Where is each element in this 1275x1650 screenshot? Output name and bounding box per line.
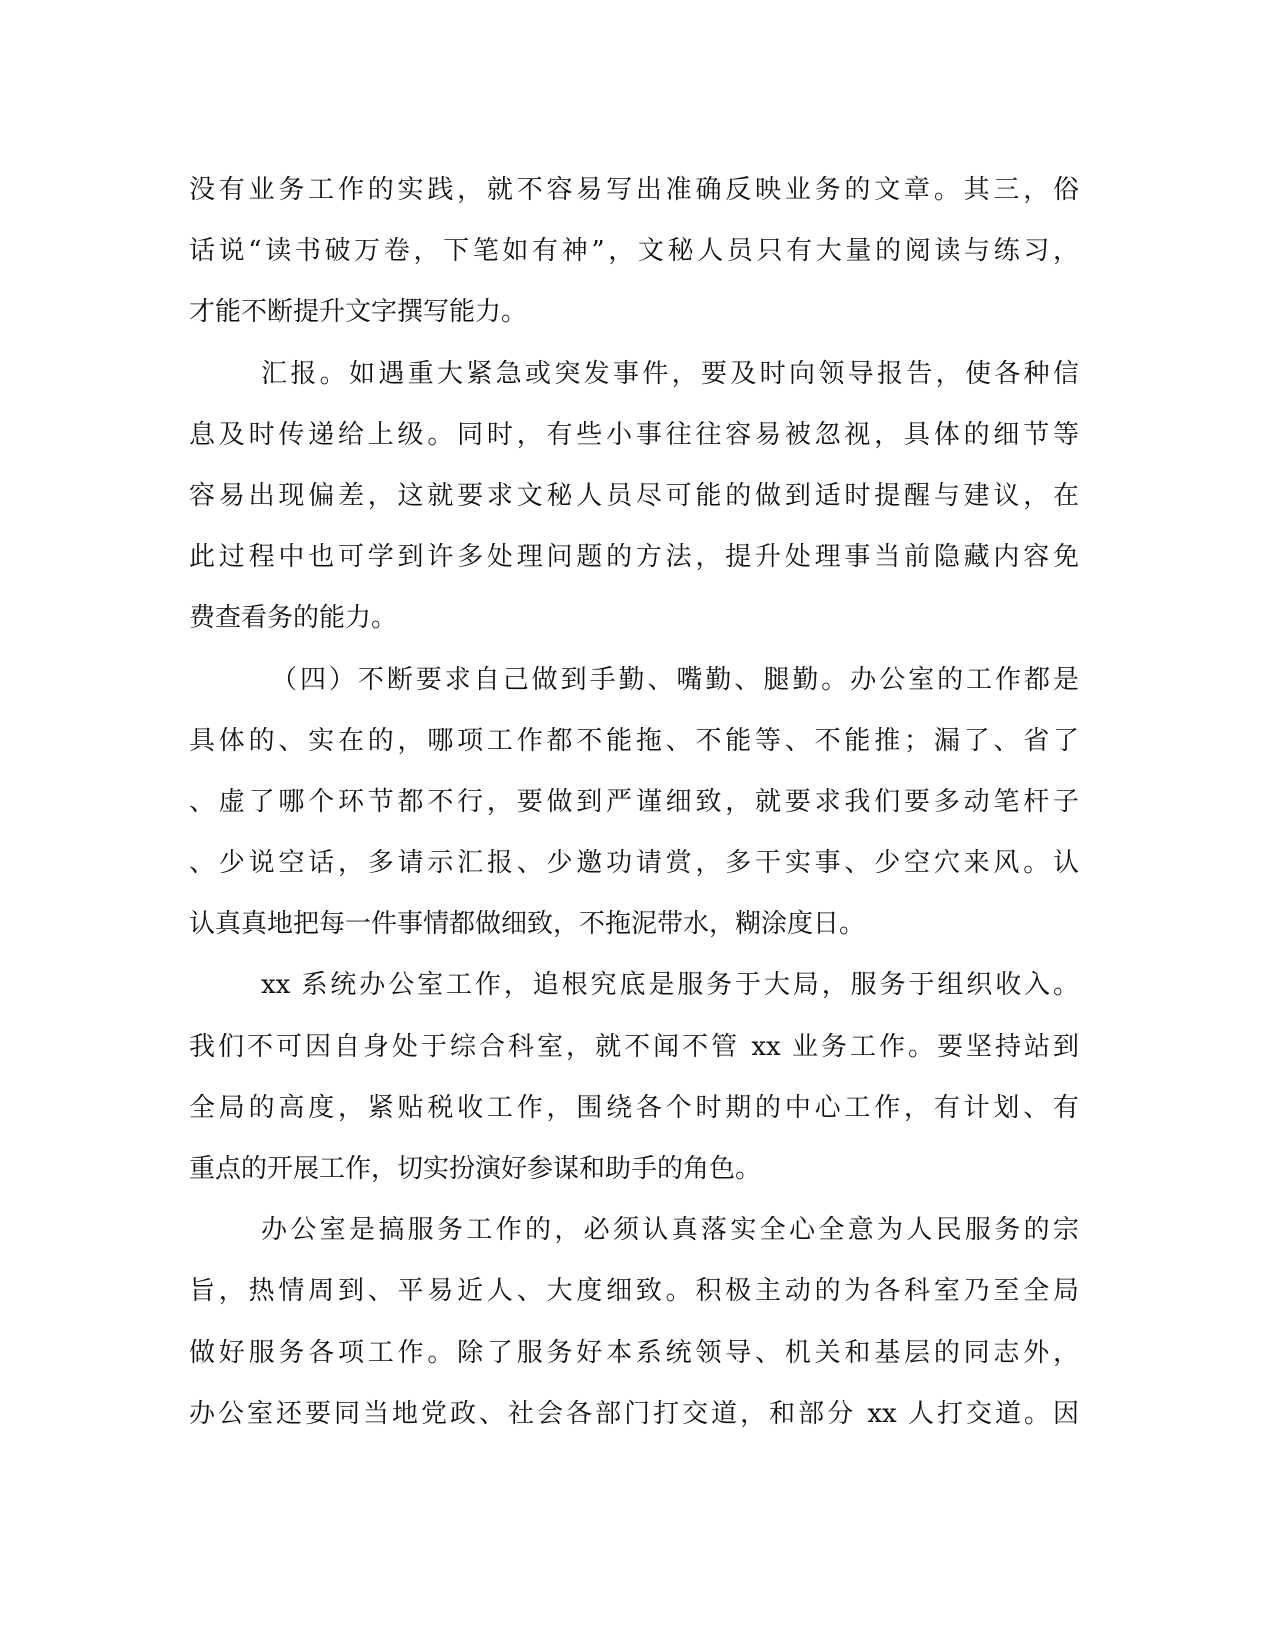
text-line: 才能不断提升文字撰写能力。: [189, 297, 528, 328]
text-line: 没有业务工作的实践，就不容易写出准确反映业务的文章。其三，俗: [189, 175, 1079, 205]
text-line: 此过程中也可学到许多处理问题的方法，提升处理事当前隐藏内容免: [189, 542, 1079, 573]
paragraph-1: [189, 160, 1079, 344]
text-line: 旨，热情周到、平易近人、大度细致。积极主动的为各科室乃至全局: [189, 1276, 1079, 1307]
text-line: 我们不可因自身处于综合科室，就不闻不管 xx 业务工作。要坚持站到: [189, 1031, 1079, 1062]
text-line: 息及时传递给上级。同时，有些小事往往容易被忽视，具体的细节等: [189, 419, 1079, 450]
paragraph-5: [189, 1200, 1079, 1445]
text-line: 、少说空话，多请示汇报、少邀功请赏，多干实事、少空穴来风。认: [189, 848, 1079, 879]
text-line: （四）不断要求自己做到手勤、嘴勤、腿勤。办公室的工作都是: [271, 664, 1079, 695]
body-text: [189, 160, 1079, 1445]
text-line: 具体的、实在的，哪项工作都不能拖、不能等、不能推；漏了、省了: [189, 725, 1079, 756]
text-line: 、虚了哪个环节都不行，要做到严谨细致，就要求我们要多动笔杆子: [189, 786, 1079, 817]
text-line: 重点的开展工作，切实扮演好参谋和助手的角色。: [189, 1154, 762, 1184]
paragraph-3: [189, 650, 1079, 956]
text-line: 容易出现偏差，这就要求文秘人员尽可能的做到适时提醒与建议，在: [189, 480, 1079, 511]
text-line: xx 系统办公室工作，追根究底是服务于大局，服务于组织收入。: [261, 970, 1079, 1001]
paragraph-2: [189, 344, 1079, 650]
text-line: 话说“读书破万卷，下笔如有神”，文秘人员只有大量的阅读与练习，: [189, 236, 1079, 267]
text-line: 全局的高度，紧贴税收工作，围绕各个时期的中心工作，有计划、有: [189, 1092, 1079, 1123]
text-line: 认真真地把每一件事情都做细致，不拖泥带水，糊涂度日。: [189, 909, 866, 940]
text-line: 办公室还要同当地党政、社会各部门打交道，和部分 xx 人打交道。因: [189, 1398, 1079, 1429]
text-line: 费查看务的能力。: [189, 603, 398, 634]
text-line: 汇报。如遇重大紧急或突发事件，要及时向领导报告，使各种信: [261, 358, 1079, 389]
paragraph-4: [189, 955, 1079, 1200]
text-line: 做好服务各项工作。除了服务好本系统领导、机关和基层的同志外，: [189, 1337, 1079, 1368]
text-line: 办公室是搞服务工作的，必须认真落实全心全意为人民服务的宗: [261, 1215, 1079, 1246]
